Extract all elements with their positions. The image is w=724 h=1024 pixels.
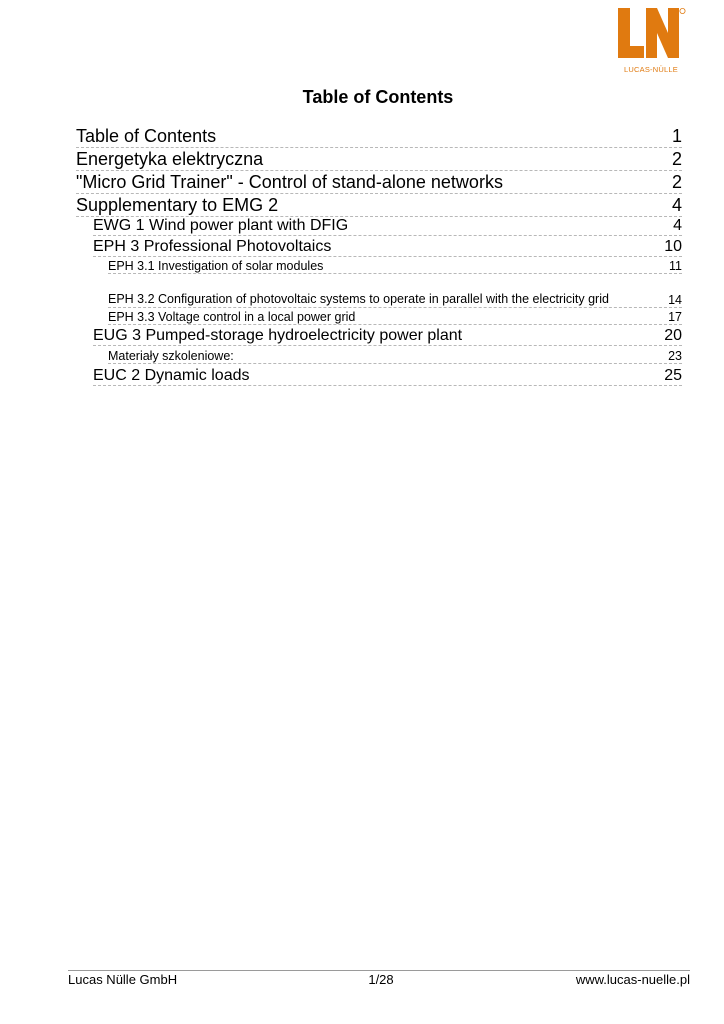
ln-logo-icon bbox=[616, 6, 686, 64]
footer-company: Lucas Nülle GmbH bbox=[68, 972, 178, 987]
toc-entry[interactable] bbox=[93, 325, 682, 346]
page-footer bbox=[68, 972, 690, 987]
toc-entry[interactable] bbox=[76, 124, 682, 148]
page-title: Table of Contents bbox=[302, 87, 454, 107]
toc-entry-label: "Micro Grid Trainer" - Control of stand-alone networks bbox=[76, 172, 503, 192]
toc-entry-page: 4 bbox=[673, 217, 682, 234]
company-logo bbox=[616, 6, 686, 76]
toc-entry[interactable] bbox=[108, 257, 682, 274]
toc-entry[interactable] bbox=[108, 308, 682, 325]
toc-entry-page: 1 bbox=[671, 126, 682, 146]
footer-website-link[interactable]: www.lucas-nuelle.pl bbox=[575, 972, 690, 987]
logo-wordmark: LUCAS-NÜLLE bbox=[624, 65, 678, 74]
toc-entry[interactable] bbox=[76, 147, 682, 171]
toc-entry-label: EPH 3.1 Investigation of solar modules bbox=[108, 259, 324, 273]
toc-entry-page: 11 bbox=[669, 259, 682, 273]
toc-entry[interactable] bbox=[93, 215, 682, 236]
toc-entry-label: EPH 3.3 Voltage control in a local power grid bbox=[108, 310, 356, 324]
toc-entry-page: 23 bbox=[668, 349, 682, 363]
toc-entry[interactable] bbox=[93, 364, 682, 386]
toc-entry[interactable] bbox=[76, 193, 682, 217]
toc-entry-page: 25 bbox=[664, 367, 682, 384]
toc-entry[interactable] bbox=[108, 346, 682, 364]
toc-entry-label: Table of Contents bbox=[76, 126, 217, 146]
toc-entry-label: Supplementary to EMG 2 bbox=[76, 195, 279, 215]
toc-entry-label: EUG 3 Pumped-storage hydroelectricity power plant bbox=[93, 327, 463, 344]
toc-entry[interactable] bbox=[76, 170, 682, 194]
toc-entry-page: 10 bbox=[664, 238, 682, 255]
toc-entry-page: 14 bbox=[668, 293, 682, 307]
toc-entry-label: Energetyka elektryczna bbox=[76, 149, 264, 169]
toc-entry-label: EPH 3.2 Configuration of photovoltaic systems to operate in parallel with the electricity grid bbox=[108, 292, 609, 306]
toc-entry[interactable] bbox=[108, 274, 682, 308]
toc-entry-label: EWG 1 Wind power plant with DFIG bbox=[93, 217, 349, 234]
toc-entry-page: 20 bbox=[664, 327, 682, 344]
toc-entry-label: Materiały szkoleniowe: bbox=[108, 349, 234, 363]
toc-entry-label: EUC 2 Dynamic loads bbox=[93, 367, 250, 384]
toc-entry-page: 2 bbox=[671, 149, 682, 169]
toc-entry[interactable] bbox=[93, 236, 682, 257]
toc-entry-page: 17 bbox=[668, 310, 682, 324]
toc-entry-label: EPH 3 Professional Photovoltaics bbox=[93, 238, 332, 255]
footer-page-number: 1/28 bbox=[368, 972, 394, 987]
toc-entry-page: 2 bbox=[671, 172, 682, 192]
footer-divider bbox=[68, 970, 690, 971]
toc-entry-page: 4 bbox=[671, 195, 682, 215]
